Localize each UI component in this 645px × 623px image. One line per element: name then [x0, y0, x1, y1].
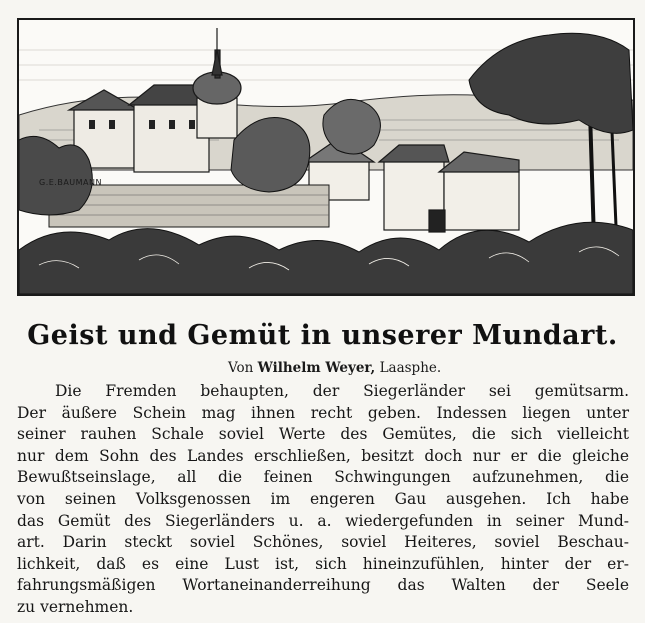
article-title: Geist und Gemüt in unserer Mundart. [27, 320, 618, 351]
body-line: Die Fremden behaupten, der Siegerländer sei gemütsarm. [55, 382, 629, 400]
body-line: das Gemüt des Siegerländers u. a. wiedergefunden in seiner Mund- [17, 511, 629, 530]
village-illustration [17, 18, 635, 296]
byline-location: Laasphe. [379, 360, 442, 376]
body-line: nur dem Sohn des Landes erschließen, besitzt doch nur er die gleiche [17, 446, 629, 465]
woodcut-drawing [19, 20, 633, 294]
body-line: Bewußtseinslage, all die feinen Schwingungen aufzunehmen, die [17, 468, 629, 487]
article-byline [228, 360, 441, 376]
body-line: lichkeit, daß es eine Lust ist, sich hineinzufühlen, hinter der er- [17, 554, 629, 573]
body-line: von seinen Volksgenossen im engeren Gau ausgehen. Ich habe [17, 489, 629, 508]
article-body [17, 381, 629, 619]
byline-author: Wilhelm Weyer, [257, 360, 376, 376]
body-line: Der äußere Schein mag ihnen recht geben. Indessen liegen unter [17, 403, 629, 422]
byline-prefix: Von [228, 360, 254, 376]
body-line: zu vernehmen. [17, 597, 134, 616]
body-line: art. Darin steckt soviel Schönes, soviel Heiteres, soviel Beschau- [17, 533, 629, 552]
body-line: seiner rauhen Schale soviel Werte des Gemütes, die sich vielleicht [17, 425, 629, 444]
artist-signature: G.E.BAUMANN [39, 178, 102, 187]
body-line: fahrungsmäßigen Wortaneinanderreihung das Walten der Seele [17, 576, 629, 595]
